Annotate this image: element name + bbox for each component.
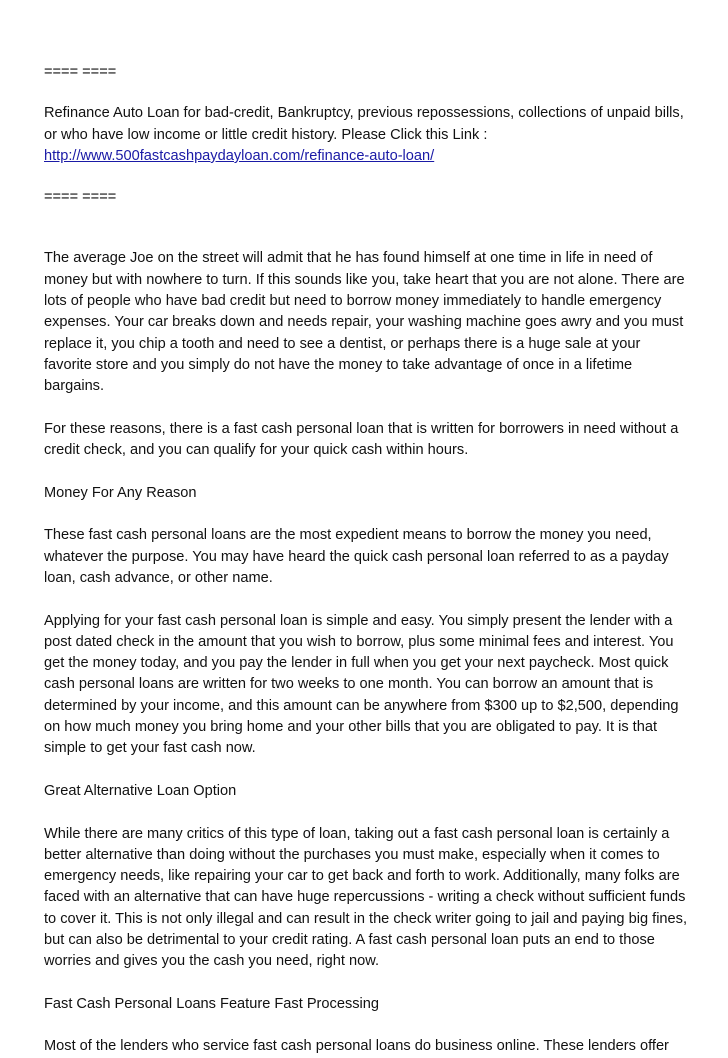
paragraph-reasons: For these reasons, there is a fast cash personal loan that is written for borrowers in need without a credit check, and you can qualify for your quick cash within hours. bbox=[44, 420, 679, 459]
intro-text: Refinance Auto Loan for bad-credit, Bankruptcy, previous repossessions, collections of unpaid bills, or who have low income or little credit history. Please Click this Link : bbox=[44, 105, 684, 143]
document-body bbox=[44, 62, 692, 1058]
refinance-link[interactable]: http://www.500fastcashpaydayloan.com/refinance-auto-loan/ bbox=[44, 147, 435, 164]
heading-great-alternative: Great Alternative Loan Option bbox=[44, 782, 237, 799]
paragraph-average-joe: The average Joe on the street will admit that he has found himself at one time in life in need of money but with nowhere to turn. If this sounds like you, take heart that you are not alone. There are lots of people who have bad credit but need to borrow money immediately to handle emergency expenses. Your car breaks down and needs repair, your washing machine goes awry and you must replace it, you chip a tooth and need to see a dentist, or perhaps there is a huge sale at your favorite store and you simply do not have the money to take advantage of once in a lifetime bargains. bbox=[44, 250, 685, 395]
separator-bottom: ==== ==== bbox=[44, 189, 117, 206]
heading-money-for-any-reason: Money For Any Reason bbox=[44, 484, 197, 501]
heading-fast-processing: Fast Cash Personal Loans Feature Fast Processing bbox=[44, 995, 380, 1012]
link-line bbox=[44, 146, 692, 167]
paragraph-critics: While there are many critics of this type of loan, taking out a fast cash personal loan is certainly a better alternative than doing without the purchases you must make, especially when it comes to emergency needs, like repairing your car to get back and forth to work. Additionally, many folks are faced with an alternative that can have huge repercussions - writing a check without sufficient funds to cover it. This is not only illegal and can result in the check writer going to jail and paying big fines, but can also be detrimental to your credit rating. A fast cash personal loan puts an end to those worries and gives you the cash you need, right now. bbox=[44, 825, 688, 970]
paragraph-applying: Applying for your fast cash personal loan is simple and easy. You simply present the lender with a post dated check in the amount that you wish to borrow, plus some minimal fees and interest. You get the money today, and you pay the lender in full when you get your next paycheck. Most quick cash personal loans are written for two weeks to one month. You can borrow an amount that is determined by your income, and this amount can be anywhere from $300 up to $2,500, depending on how much money you bring home and your other bills that you are obligated to pay. It is that simple to get your fast cash now. bbox=[44, 612, 679, 757]
separator-top: ==== ==== bbox=[44, 64, 117, 80]
paragraph-lenders-online: Most of the lenders who service fast cash personal loans do business online. These lenders offer bbox=[44, 1038, 669, 1055]
paragraph-expedient-means: These fast cash personal loans are the most expedient means to borrow the money you need, whatever the purpose. You may have heard the quick cash personal loan referred to as a payday loan, cash advance, or other name. bbox=[44, 527, 669, 586]
